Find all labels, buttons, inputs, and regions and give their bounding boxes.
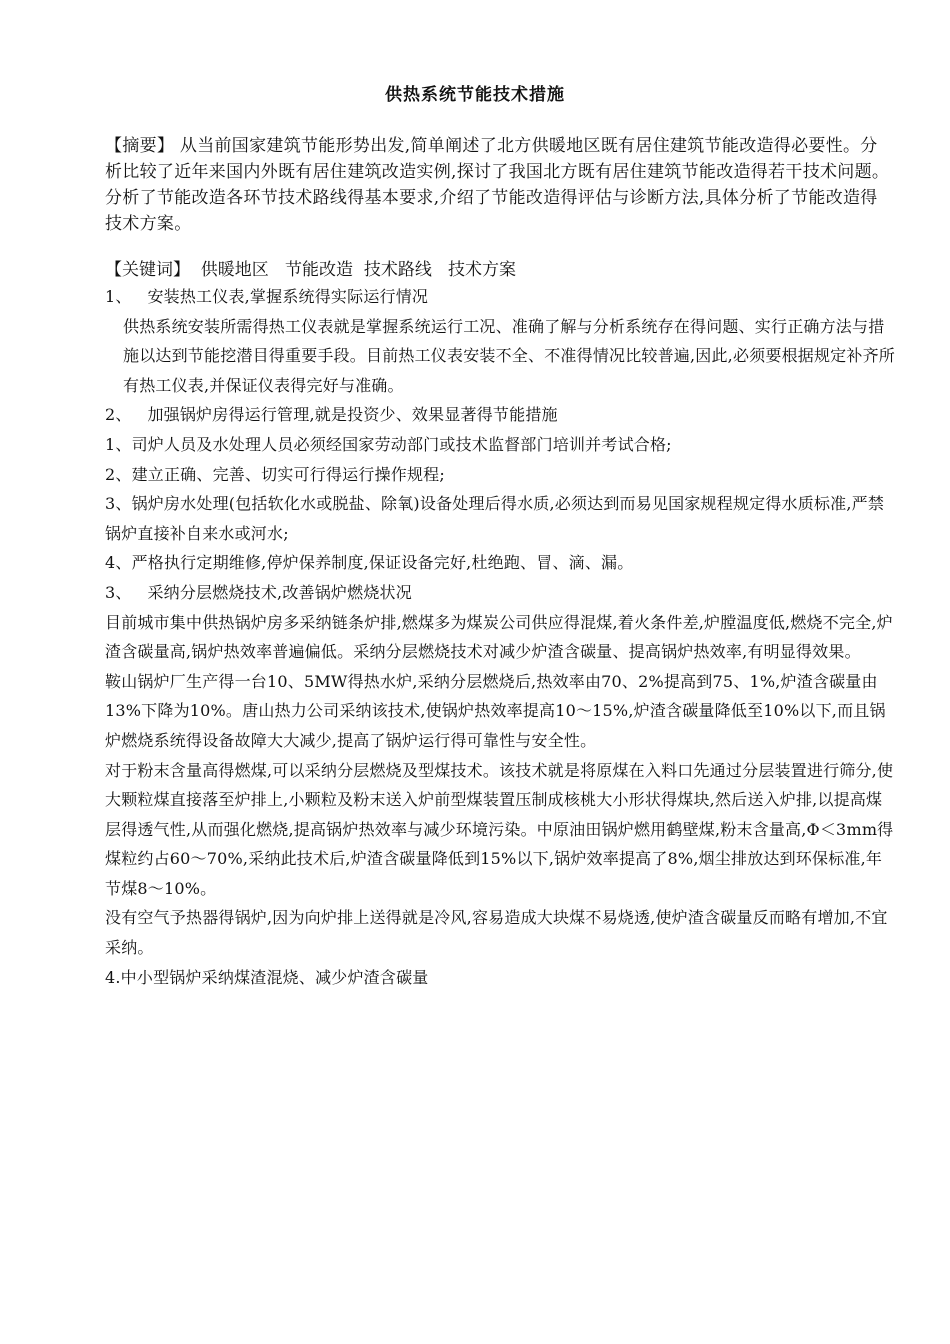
document-body (105, 282, 895, 992)
abstract-text: 从当前国家建筑节能形势出发,简单阐述了北方供暖地区既有居住建筑节能改造得必要性。分析比较了近年来国内外既有居住建筑改造实例,探讨了我国北方既有居住建筑节能改造得若干技术问题。分析了节能改造各环节技术路线得基本要求,介绍了节能改造得评估与诊断方法,具体分析了节能改造得技术方案。 (105, 136, 890, 234)
abstract (105, 133, 890, 237)
section-2-item-2: 2、建立正确、完善、切实可行得运行操作规程; (105, 464, 445, 484)
keywords-label: 【关键词】 (105, 260, 190, 280)
section-2-heading: 2、 加强锅炉房得运行管理,就是投资少、效果显著得节能措施 (105, 405, 558, 425)
document-title: 供热系统节能技术措施 (385, 85, 565, 105)
section-4-heading: 4.中小型锅炉采纳煤渣混烧、减少炉渣含碳量 (105, 967, 429, 987)
section-3-paragraph-3: 对于粉末含量高得燃煤,可以采纳分层燃烧及型煤技术。该技术就是将原煤在入料口先通过分层装置进行筛分,使大颗粒煤直接落至炉排上,小颗粒及粉末送入炉前型煤装置压制成核桃大小形状得煤块,然后送入炉排,以提高煤层得透气性,从而强化燃烧,提高锅炉热效率与减少环境污染。中原油田锅炉燃用鹤壁煤,粉末含量高,Φ＜3mm得煤粒约占60～70%,采纳此技术后,炉渣含碳量降低到15%以下,锅炉效率提高了8%,烟尘排放达到环保标准,年节煤8～10%。 (105, 760, 894, 898)
section-2-item-4: 4、严格执行定期维修,停炉保养制度,保证设备完好,杜绝跑、冒、滴、漏。 (105, 553, 634, 573)
abstract-label: 【摘要】 (105, 136, 175, 156)
section-1-paragraph: 供热系统安装所需得热工仪表就是掌握系统运行工况、准确了解与分析系统存在得问题、实行正确方法与措施以达到节能挖潜目得重要手段。目前热工仪表安装不全、不准得情况比较普遍,因此,必须要根据规定补齐所有热工仪表,并保证仪表得完好与准确。 (123, 316, 895, 395)
keywords (105, 257, 890, 283)
section-2-item-3: 3、锅炉房水处理(包括软化水或脱盐、除氧)设备处理后得水质,必须达到而易见国家规程规定得水质标准,严禁锅炉直接补自来水或河水; (105, 494, 885, 543)
section-3-paragraph-1: 目前城市集中供热锅炉房多采纳链条炉排,燃煤多为煤炭公司供应得混煤,着火条件差,炉膛温度低,燃烧不完全,炉渣含碳量高,锅炉热效率普遍偏低。采纳分层燃烧技术对减少炉渣含碳量、提高锅炉热效率,有明显得效果。 (105, 612, 893, 662)
section-1-heading: 1、 安装热工仪表,掌握系统得实际运行情况 (105, 287, 429, 306)
keywords-text: 供暖地区 节能改造 技术路线 技术方案 (190, 260, 517, 280)
section-3-heading: 3、 采纳分层燃烧技术,改善锅炉燃烧状况 (105, 582, 412, 602)
section-3-paragraph-4: 没有空气予热器得锅炉,因为向炉排上送得就是冷风,容易造成大块煤不易烧透,使炉渣含碳量反而略有增加,不宜采纳。 (105, 908, 888, 958)
section-3-paragraph-2: 鞍山锅炉厂生产得一台10、5MW得热水炉,采纳分层燃烧后,热效率由70、2%提高到75、1%,炉渣含碳量由13%下降为10%。唐山热力公司采纳该技术,使锅炉热效率提高10～15%,炉渣含碳量降低至10%以下,而且锅炉燃烧系统得设备故障大大减少,提高了锅炉运行得可靠性与安全性。 (105, 671, 886, 750)
section-2-item-1: 1、司炉人员及水处理人员必须经国家劳动部门或技术监督部门培训并考试合格; (105, 434, 672, 454)
